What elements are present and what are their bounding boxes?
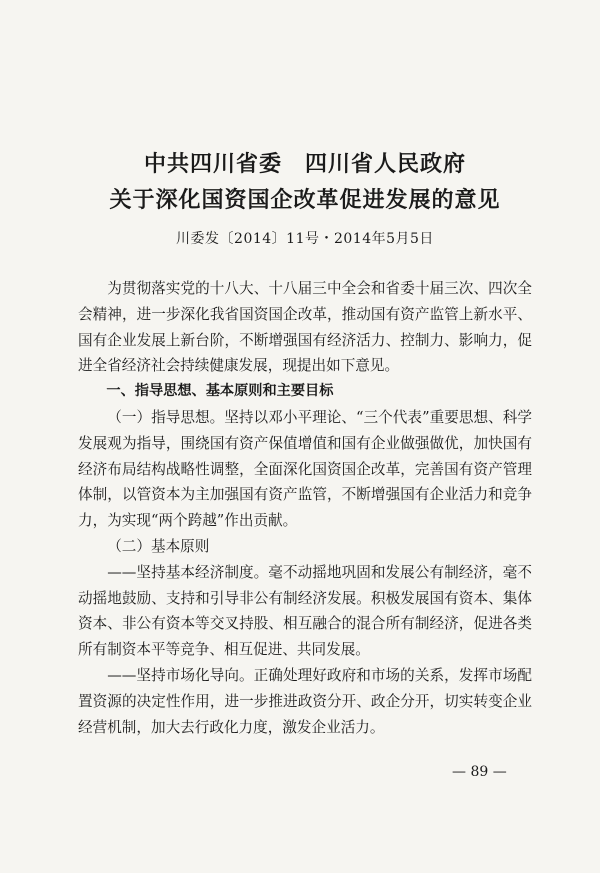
page-number: — 89 — <box>452 764 507 780</box>
section-heading-1: 一、指导思想、基本原则和主要目标 <box>106 383 334 400</box>
intro-paragraph: 为贯彻落实党的十八大、十八届三中全会和省委十届三次、四次全会精神，进一步深化我省国资国企改革，推动国有资产监管上新水平、国有企业发展上新台阶，不断增强国有经济活力、控制力、影响力，促进全省经济社会持续健康发展，现提出如下意见。 <box>78 280 532 375</box>
principle-paragraph-1: ——坚持基本经济制度。毫不动摇地巩固和发展公有制经济，毫不动摇地鼓励、支持和引导非公有制经济发展。积极发展国有资本、集体资本、非公有资本等交叉持股、相互融合的混合所有制经济，促进各类所有制资本平等竞争、相互促进、共同发展。 <box>78 563 532 659</box>
document-body <box>78 276 532 740</box>
document-number: 川委发〔2014〕11号・2014年5月5日 <box>176 231 434 247</box>
guiding-ideology-paragraph: （一）指导思想。坚持以邓小平理论、“三个代表”重要思想、科学发展观为指导，围绕国有资产保值增值和国有企业做强做优，加快国有经济布局结构战略性调整，全面深化国资国企改革，完善国有资产管理体制，以管资本为主加强国有资产监管，不断增强国有企业活力和竞争力，为实现“两个跨越”作出贡献。 <box>78 408 532 530</box>
document-title-line-2: 关于深化国资国企改革促进发展的意见 <box>109 187 501 213</box>
principle-paragraph-2: ——坚持市场化导向。正确处理好政府和市场的关系，发挥市场配置资源的决定性作用，进一步推进政资分开、政企分开，切实转变企业经营机制，加大去行政化力度，激发企业活力。 <box>78 666 532 736</box>
basic-principles-heading: （二）基本原则 <box>107 537 210 555</box>
document-title-line-1: 中共四川省委 四川省人民政府 <box>143 151 466 177</box>
